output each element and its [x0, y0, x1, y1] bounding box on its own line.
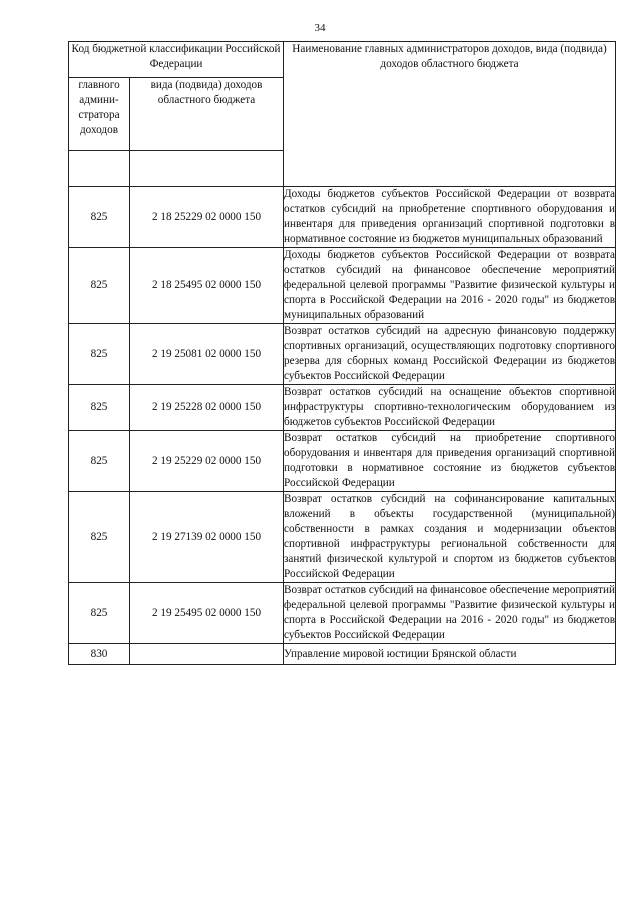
income-code-cell: 2 18 25495 02 0000 150 [130, 248, 284, 324]
admin-code-cell: 825 [69, 187, 130, 248]
table-row [69, 187, 616, 248]
admin-code-cell: 825 [69, 248, 130, 324]
header-code-group: Код бюджетной классификации Российской Федерации [69, 42, 284, 78]
spacer-cell [69, 151, 130, 187]
table-row [69, 324, 616, 385]
income-description-cell: Доходы бюджетов субъектов Российской Федерации от возврата остатков субсидий на приобретение спортивного оборудования и инвентаря для приведения организаций спортивной подготовки в нормативное состояние из бюджетов муниципальных образований [284, 187, 616, 248]
admin-code-cell: 825 [69, 583, 130, 644]
income-description-cell: Возврат остатков субсидий на оснащение объектов спортивной инфраструктуры спортивно-технологическим оборудованием из бюджетов субъектов Российской Федерации [284, 385, 616, 431]
admin-code-cell: 825 [69, 431, 130, 492]
income-description-cell: Возврат остатков субсидий на приобретение спортивного оборудования и инвентаря для приведения организаций спортивной подготовки в нормативное состояние из бюджетов субъектов Российской Федерации [284, 431, 616, 492]
table-row [69, 248, 616, 324]
header-admin-column: главного админи-стратора доходов [69, 78, 130, 151]
spacer-cell [130, 151, 284, 187]
income-code-cell: 2 19 25229 02 0000 150 [130, 431, 284, 492]
income-description-cell: Возврат остатков субсидий на софинансирование капитальных вложений в объекты государственной (муниципальной) собственности в рамках создания и модернизации объектов спортивной инфраструктуры региональной собственности для занятий физической культурой и спортом из бюджетов субъектов Российской Федерации [284, 492, 616, 583]
table-row [69, 492, 616, 583]
income-code-cell [130, 644, 284, 665]
page-number: 34 [314, 22, 326, 34]
admin-code-cell: 825 [69, 492, 130, 583]
income-description-cell: Возврат остатков субсидий на адресную финансовую поддержку спортивных организаций, осуществляющих подготовку спортивного резерва для сборных команд Российской Федерации из бюджетов субъектов Российской Федерации [284, 324, 616, 385]
income-description-cell: Доходы бюджетов субъектов Российской Федерации от возврата остатков субсидий на финансовое обеспечение мероприятий федеральной целевой программы "Развитие физической культуры и спорта в Российской Федерации на 2016 - 2020 годы" из бюджетов муниципальных образований [284, 248, 616, 324]
administrator-heading-row [69, 644, 616, 665]
income-code-cell: 2 18 25229 02 0000 150 [130, 187, 284, 248]
table-row [69, 385, 616, 431]
table-row [69, 583, 616, 644]
income-code-cell: 2 19 25228 02 0000 150 [130, 385, 284, 431]
budget-classification-table [68, 41, 616, 665]
admin-code-cell: 830 [69, 644, 130, 665]
header-name-column: Наименование главных администраторов доходов, вида (подвида) доходов областного бюджета [284, 42, 616, 187]
admin-code-cell: 825 [69, 385, 130, 431]
table-row [69, 431, 616, 492]
administrator-name-cell: Управление мировой юстиции Брянской области [284, 644, 616, 665]
header-type-column: вида (подвида) доходов областного бюджета [130, 78, 284, 151]
income-code-cell: 2 19 27139 02 0000 150 [130, 492, 284, 583]
admin-code-cell: 825 [69, 324, 130, 385]
table-header-row [69, 42, 616, 78]
income-code-cell: 2 19 25495 02 0000 150 [130, 583, 284, 644]
income-description-cell: Возврат остатков субсидий на финансовое обеспечение мероприятий федеральной целевой программы "Развитие физической культуры и спорта в Российской Федерации на 2016 - 2020 годы" из бюджетов субъектов Российской Федерации [284, 583, 616, 644]
income-code-cell: 2 19 25081 02 0000 150 [130, 324, 284, 385]
